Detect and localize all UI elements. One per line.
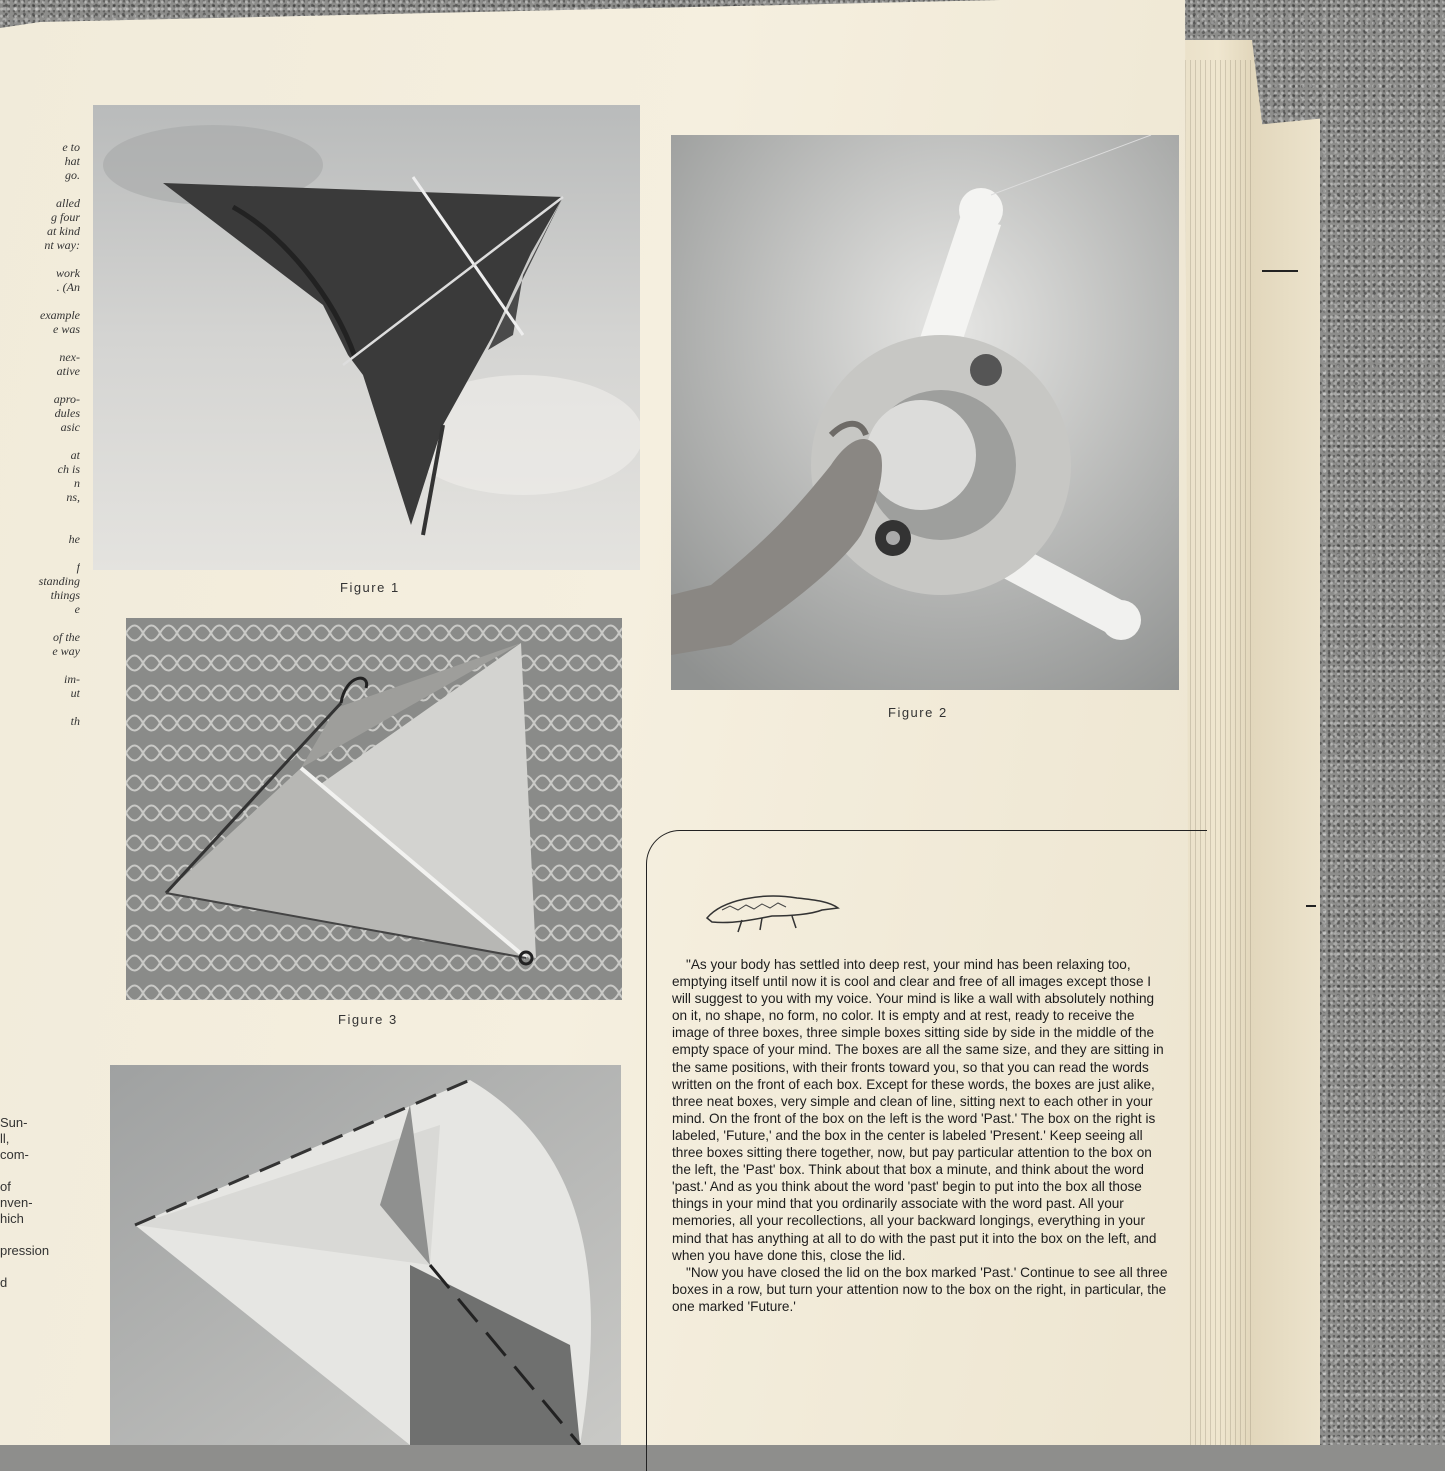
column-fragment-line: ative [56,364,80,378]
figure-3-caption: Figure 3 [338,1012,398,1027]
column-fragment-line [0,518,80,532]
column-fragment-line [0,504,80,518]
column-fragment-line: e way [52,644,80,658]
column-fragment-line [0,700,80,714]
column-fragment-line [0,616,80,630]
column-fragment-line: . (An [56,280,80,294]
column-fragment-line [0,252,80,266]
story-text [672,956,1172,1315]
column-fragment-line [0,658,80,672]
column-fragment-line: nex- [59,350,80,364]
column-fragment-line: of the [53,630,80,644]
column-fragment-line: d [0,1275,8,1290]
column-fragment-line [0,336,80,350]
column-fragment-line: e [74,602,80,616]
column-fragment-line: th [70,714,80,728]
column-fragment-line: n [74,476,80,490]
stack-tick-mark [1306,905,1316,907]
figure-2-caption: Figure 2 [888,705,948,720]
column-fragment-line: ut [70,686,80,700]
column-fragment-line: ll, [0,1131,10,1146]
column-fragment-line: dules [54,406,80,420]
column-fragment-line: at [70,448,80,462]
column-fragment-line: standing [38,574,80,588]
story-paragraph: "As your body has settled into deep rest, your mind has been relaxing too, emptying itself until now it is cool and clear and free of all images except those I will suggest to you with my voice. Your mind is like a wall with absolutely nothing on it, no shape, no form, no color. It is empty and at rest, ready to receive the image of three boxes, three simple boxes sitting side by side in the middle of the empty space of your mind. The boxes are all the same size, and they are sitting in the same positions, with their fronts toward you, so that you can read the words written on the front of each box. Except for these words, the boxes are just alike, three neat boxes, very simple and clean of line, sitting next to each other in your mind. On the front of the box on the left is the word 'Past.' The box on the right is labeled, 'Future,' and the box in the center is labeled 'Present.' Keep seeing all three boxes sitting there together, now, but pay particular attention to the box on the left, the 'Past' box. Think about that box a minute, and think about the word 'past.' And as you think about the word 'past' begin to put into the box all those things in your mind that you ordinarily associate with the word past. All your memories, all your recollections, all your backward longings, everything in your mind that has anything at all to do with the past put it into the box on the left, and when you have done this, close the lid. [672,957,1164,1263]
column-fragment-line: he [68,532,80,546]
column-fragment-line: hat [64,154,80,168]
column-fragment-line [0,546,80,560]
column-fragment-line: go. [65,168,80,182]
column-fragment-line: example [40,308,80,322]
column-fragment-line: nt way: [44,238,80,252]
column-fragment-line: hich [0,1211,24,1226]
column-fragment-line [0,182,80,196]
column-fragment-line: pression [0,1243,50,1258]
figure-4-photo [110,1065,621,1445]
figure-1-photo [93,105,640,570]
column-fragment-line: nven- [0,1195,33,1210]
column-fragment-line: at kind [47,224,80,238]
column-fragment-line: work [56,266,80,280]
column-fragment-line [0,434,80,448]
column-fragment-line: things [50,588,80,602]
figure-2-photo [671,135,1179,690]
column-fragment-line: Sun- [0,1115,28,1130]
column-fragment-line [0,294,80,308]
column-fragment-line [0,1227,60,1243]
stack-rule-line [1262,270,1298,272]
column-fragment-line: asic [60,420,80,434]
column-fragment-line: ns, [66,490,80,504]
column-fragment-line [0,378,80,392]
column-fragment-line: apro- [53,392,80,406]
column-fragment-line: g four [50,210,80,224]
column-fragment-line [0,1259,60,1275]
alligator-illustration [702,880,842,936]
left-column-text [0,140,80,728]
column-fragment-line: ch is [57,462,80,476]
figure-3-photo [126,618,622,1000]
column-fragment-line: e to [62,140,80,154]
left-column-text-lower [0,1115,60,1291]
column-fragment-line: e was [53,322,80,336]
column-fragment-line: im- [64,672,80,686]
story-paragraph: "Now you have closed the lid on the box marked 'Past.' Continue to see all three boxes in a row, but turn your attention now to the box on the right, in particular, the one marked 'Future.' [672,1264,1168,1314]
column-fragment-line: f [76,560,80,574]
column-fragment-line [0,1163,60,1179]
column-fragment-line: com- [0,1147,29,1162]
figure-1-caption: Figure 1 [340,580,400,595]
column-fragment-line: alled [56,196,80,210]
column-fragment-line: of [0,1179,11,1194]
